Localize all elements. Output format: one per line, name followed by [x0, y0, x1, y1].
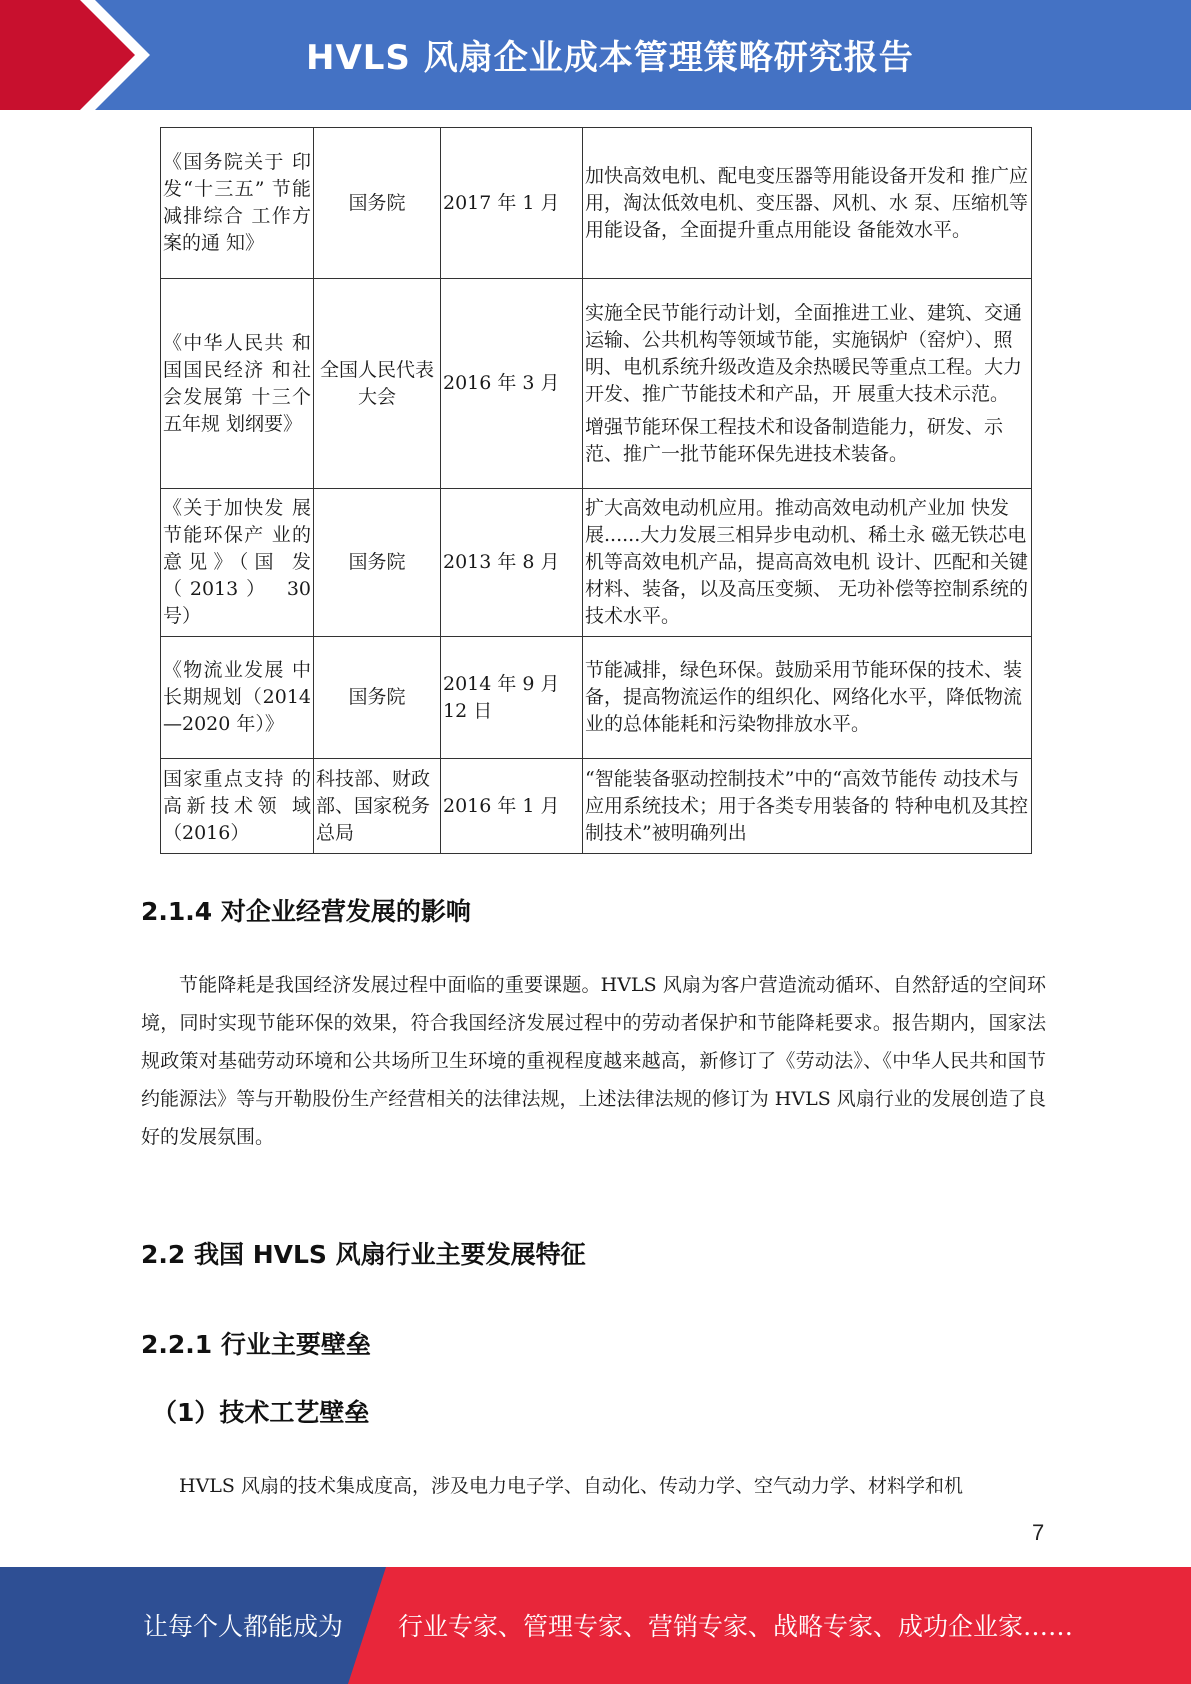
- issuer-cell: 科技部、财政部、国家税务总局: [314, 759, 441, 854]
- table-row: [161, 279, 1032, 489]
- footer-slogan-left: 让每个人都能成为: [143, 1612, 344, 1641]
- page-number: 7: [1032, 1520, 1045, 1545]
- content-cell: 扩大高效电动机应用。推动高效电动机产业加 快发展......大力发展三相异步电动机、稀土永 磁无铁芯电机等高效电机产品，提高高效电机 设计、匹配和关键材料、装备，以及高压变频、 无功补偿等控制系统的技术水平。: [583, 489, 1032, 637]
- report-title: HVLS 风扇企业成本管理策略研究报告: [306, 38, 914, 78]
- table-row: [161, 128, 1032, 279]
- footer-slogan-right: 行业专家、管理专家、营销专家、战略专家、成功企业家……: [398, 1612, 1074, 1641]
- policy-table: [160, 127, 1032, 854]
- section-heading-2-2-1: 2.2.1 行业主要壁垒: [141, 1330, 371, 1359]
- section-body-paragraph: HVLS 风扇的技术集成度高，涉及电力电子学、自动化、传动力学、空气动力学、材料学和机: [179, 1475, 963, 1497]
- issuer-cell: 国务院: [314, 637, 441, 759]
- date-cell: 2017 年 1 月: [441, 128, 583, 279]
- subsection-heading: （1）技术工艺壁垒: [152, 1398, 370, 1427]
- issuer-cell: 全国人民代表大会: [314, 279, 441, 489]
- issuer-cell: 国务院: [314, 489, 441, 637]
- content-paragraph: 增强节能环保工程技术和设备制造能力，研发、示范、推广一批节能环保先进技术装备。: [585, 415, 1004, 465]
- issuer-cell: 国务院: [314, 128, 441, 279]
- date-cell: 2016 年 3 月: [441, 279, 583, 489]
- policy-name-cell: 《关于加快发 展节能环保产 业的意见》（国 发（2013） 30 号）: [161, 489, 314, 637]
- table-row: [161, 637, 1032, 759]
- policy-name-cell: 《国务院关于 印发“十三五” 节能减排综合 工作方案的通 知》: [161, 128, 314, 279]
- footer-banner: [0, 1567, 1191, 1684]
- policy-name-cell: 《中华人民共 和国国民经济 和社会发展第 十三个五年规 划纲要》: [161, 279, 314, 489]
- date-cell: 2013 年 8 月: [441, 489, 583, 637]
- section-heading-2-2: 2.2 我国 HVLS 风扇行业主要发展特征: [141, 1240, 586, 1269]
- content-cell: [583, 279, 1032, 489]
- content-paragraph: 实施全民节能行动计划，全面推进工业、建筑、交通运输、公共机构等领域节能，实施锅炉（窑炉）、照明、电机系统升级改造及余热暖民等重点工程。大力开发、推广节能技术和产品，开 展重大技术示范。: [585, 301, 1023, 405]
- section-heading-2-1-4: 2.1.4 对企业经营发展的影响: [141, 897, 471, 926]
- header-arrow-decoration: [0, 0, 160, 110]
- table-row: [161, 489, 1032, 637]
- policy-name-cell: 国家重点支持 的高新技术领 域（2016）: [161, 759, 314, 854]
- content-cell: 节能减排，绿色环保。鼓励采用节能环保的技术、装备，提高物流运作的组织化、网络化水平，降低物流业的总体能耗和污染物排放水平。: [583, 637, 1032, 759]
- date-cell: 2014 年 9 月 12 日: [441, 637, 583, 759]
- table-row: [161, 759, 1032, 854]
- section-body-paragraph: 节能降耗是我国经济发展过程中面临的重要课题。HVLS 风扇为客户营造流动循环、自然舒适的空间环境，同时实现节能环保的效果，符合我国经济发展过程中的劳动者保护和节能降耗要求。报告期内，国家法规政策对基础劳动环境和公共场所卫生环境的重视程度越来越高，新修订了《劳动法》、《中华人民共和国节约能源法》等与开勒股份生产经营相关的法律法规，上述法律法规的修订为 HVLS 风扇行业的发展创造了良好的发展氛围。: [141, 974, 1046, 1148]
- date-cell: 2016 年 1 月: [441, 759, 583, 854]
- policy-name-cell: 《物流业发展 中长期规划（2014—2020 年）》: [161, 637, 314, 759]
- content-cell: “智能装备驱动控制技术”中的“高效节能传 动技术与应用系统技术；用于各类专用装备的 特种电机及其控制技术”被明确列出: [583, 759, 1032, 854]
- content-cell: 加快高效电机、配电变压器等用能设备开发和 推广应用，淘汰低效电机、变压器、风机、水 泵、压缩机等用能设备，全面提升重点用能设 备能效水平。: [583, 128, 1032, 279]
- header-banner: [0, 0, 1191, 110]
